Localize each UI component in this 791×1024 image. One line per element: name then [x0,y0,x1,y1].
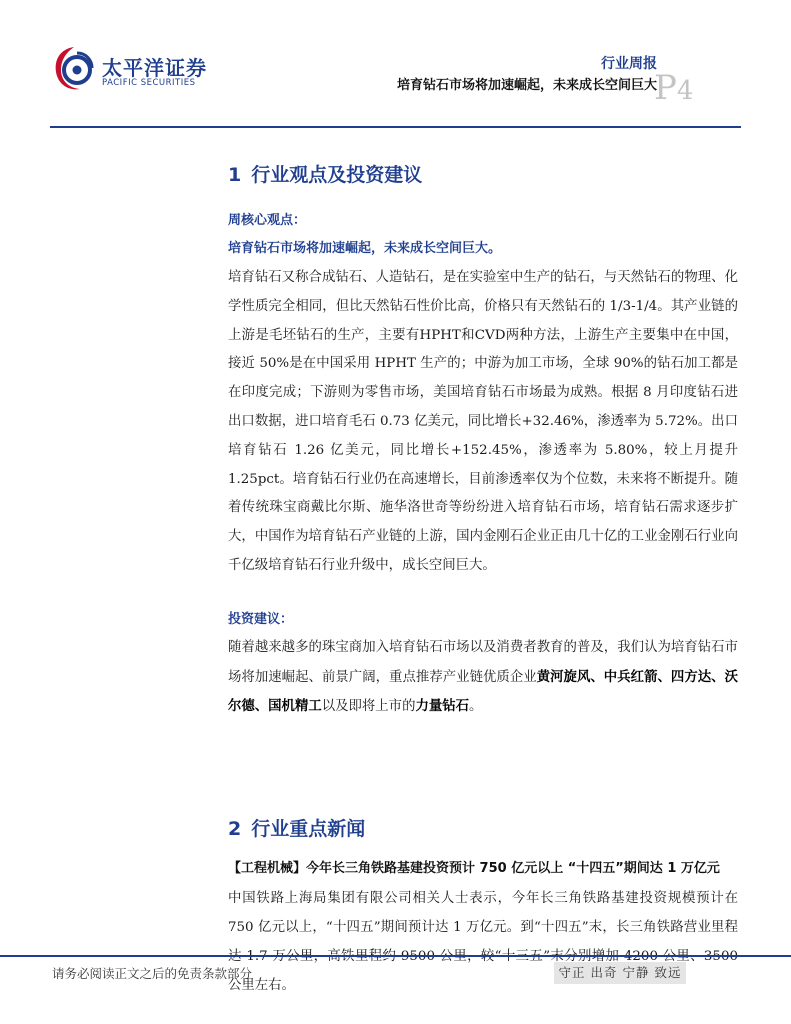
investment-advice-text: 随着越来越多的珠宝商加入培育钻石市场以及消费者教育的普及，我们认为培育钻石市场将加速崛起、前景广阔，重点推荐产业链优质企业 [228,639,738,685]
footer-motto: 守正 出奇 宁静 致远 [554,962,686,984]
investment-advice-end: 。 [469,699,483,715]
logo-chinese-name: 太平洋证券 [102,56,207,80]
page-letter: P [654,68,677,108]
main-content [228,160,738,1000]
core-view-body: 培育钻石又称合成钻石、人造钻石，是在实验室中生产的钻石，与天然钻石的物理、化学性质完全相同，但比天然钻石性价比高，价格只有天然钻石的 1/3-1/4。其产业链的上游是毛坯钻石的生产，主要有HPHT和CVD两种方法，上游生产主要集中在中国，接近 50%是在中国采用 HPHT 生产的；中游为加工市场，全球 90%的钻石加工都是在印度完成；下游则为零售市场，美国培育钻石市场最为成熟。根据 8 月印度钻石进出口数据，进口培育毛石 0.73 亿美元，同比增长+32.46%，渗透率为 5.72%。出口培育钻石 1.26 亿美元，同比增长+152.45%，渗透率为 5.80%，较上月提升 1.25pct。培育钻石行业仍在高速增长，目前渗透率仅为个位数，未来将不断提升。随着传统珠宝商戴比尔斯、施华洛世奇等纷纷进入培育钻石市场，培育钻石需求逐步扩大，中国作为培育钻石产业链的上游，国内金刚石企业正由几十亿的工业金刚石行业向千亿级培育钻石行业升级中，成长空间巨大。 [228,270,738,573]
investment-advice-label: 投资建议： [228,611,294,627]
news-body: 中国铁路上海局集团有限公司相关人士表示，今年长三角铁路基建投资规模预计在 750 亿元以上，“十四五”期间预计达 1 万亿元。到“十四五”末，长三角铁路营业里程 公里左右。 [228,891,738,993]
page-digit: 4 [676,76,694,106]
footer-divider [0,955,791,957]
section-number: 1 [228,164,242,186]
company-logo [50,44,210,94]
section-title: 行业观点及投资建议 [251,164,423,186]
section-title: 行业重点新闻 [251,818,366,841]
investment-advice-connector: 以及即将上市的 [321,699,416,715]
report-title: 培育钻石市场将加速崛起，未来成长空间巨大 [396,78,657,93]
page-header [0,0,791,130]
core-view-headline: 培育钻石市场将加速崛起，未来成长空间巨大。 [228,241,502,256]
core-view-label: 周核心观点： [228,213,307,228]
header-divider [50,126,741,128]
section-heading-1 [228,160,738,187]
logo-english-name: PACIFIC SECURITIES [102,78,196,88]
recommended-companies: 黄河旋风、中兵红箭、四方达、沃尔德、国机精工 [228,668,738,715]
section-heading-2 [228,814,738,841]
upcoming-listing: 力量钻石 [415,698,470,715]
footer-disclaimer: 请务必阅读正文之后的免责条款部分 [52,966,253,981]
report-type: 行业周报 [601,56,657,72]
investment-advice-body [228,634,738,722]
page-number [654,68,693,108]
logo-mark-icon [50,44,98,94]
news-title: 【工程机械】今年长三角铁路基建投资预计 750 亿元以上 “十四五”期间达 1 万亿元 [228,861,720,877]
section-number: 2 [228,818,242,841]
